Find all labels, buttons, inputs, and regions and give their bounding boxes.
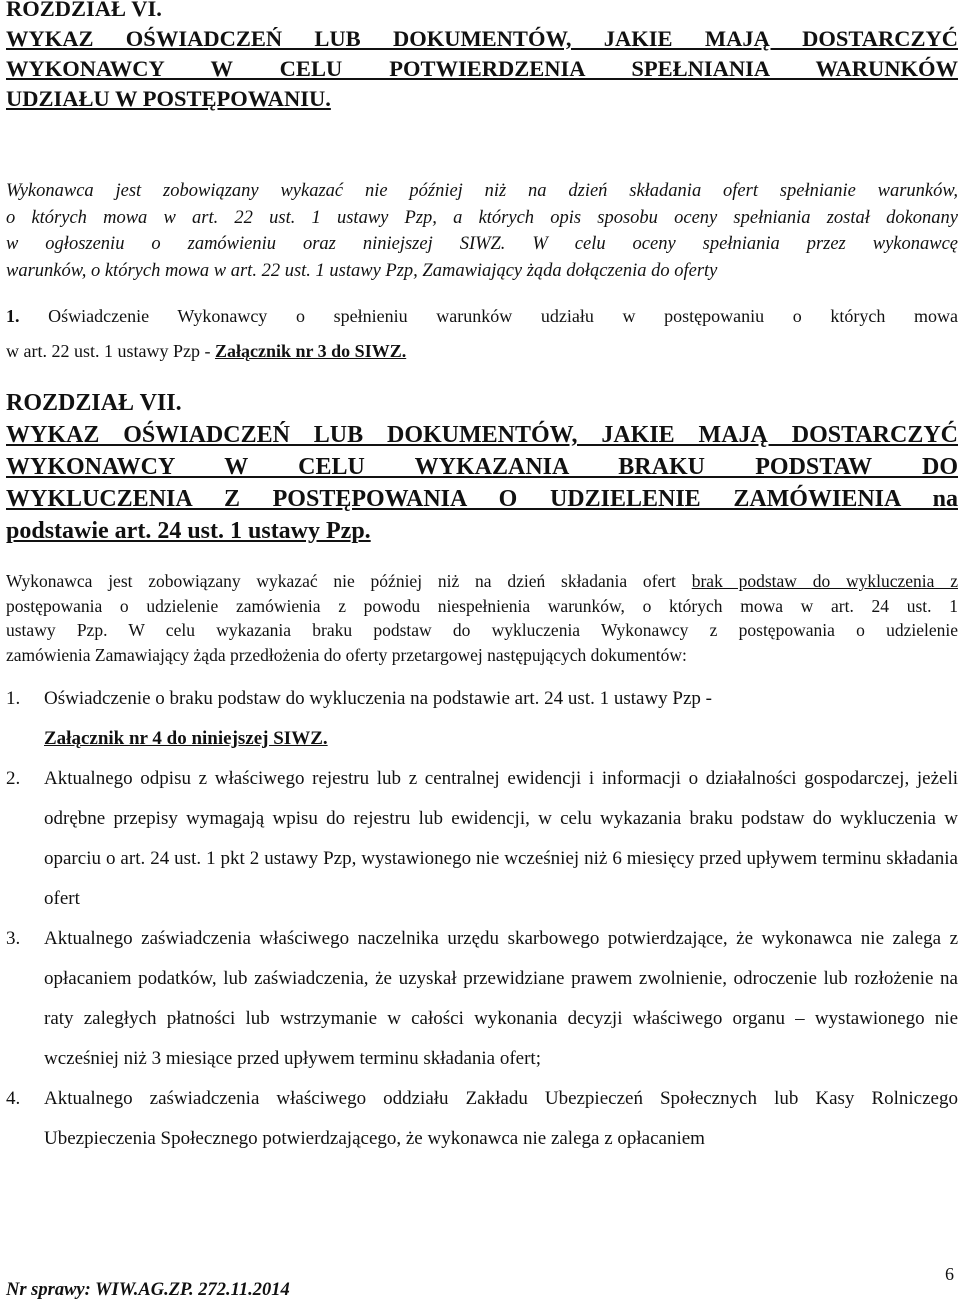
chapter-7-title: ROZDZIAŁ VII. (6, 390, 182, 416)
chapter-7 (6, 387, 958, 1159)
paragraph-line: Wykonawca jest zobowiązany wykazać nie później niż na dzień składania ofert spełnianie warunków, (6, 181, 958, 201)
item-text: Aktualnego zaświadczenia właściwego oddziału Zakładu Ubezpieczeń Społecznych lub Kasy Rolniczego Ubezpieczenia Społecznego potwierdzającego, że wykonawca nie zalega z opłacaniem (44, 1088, 958, 1149)
chapter-6 (6, 0, 958, 369)
item-text: Oświadczenie Wykonawcy o spełnieniu warunków udziału w postępowaniu o których mowa (48, 306, 959, 326)
chapter-6-title: ROZDZIAŁ VI. (6, 0, 162, 21)
list-item (6, 679, 958, 759)
item-text: Aktualnego odpisu z właściwego rejestru lub z centralnej ewidencji i informacji o działalności gospodarczej, jeżeli odrębne przepisy wymagają wpisu do rejestru lub ewidencji, w celu wykazania braku podstaw do wykluczenia w oparciu o art. 24 ust. 1 pkt 2 ustawy Pzp, wystawionego nie wcześniej niż 6 miesięcy przed upływem terminu składania ofert (44, 768, 958, 909)
item-number: 3. (6, 928, 21, 949)
chapter-7-heading-line-1: WYKAZ OŚWIADCZEŃ LUB DOKUMENTÓW, JAKIE MAJĄ DOSTARCZYĆ (6, 422, 958, 448)
item-text: Aktualnego zaświadczenia właściwego naczelnika urzędu skarbowego potwierdzające, że wykonawca nie zalega z opłacaniem podatków, lub zaświadczenia, że uzyskał przewidziane prawem zwolnienie, odroczenie lub rozłożenie na raty zaległych płatności lub wstrzymanie w całości wykonania decyzji właściwego organu – wystawionego nie wcześniej niż 3 miesiące przed upływem terminu składania ofert; (44, 928, 958, 1069)
required-documents-list (6, 679, 958, 1159)
item-line (6, 334, 958, 369)
chapter-6-paragraph (6, 178, 958, 284)
paragraph-line: ustawy Pzp. W celu wykazania braku podstaw do wykluczenia Wykonawcy z postępowania o udzielenie (6, 620, 958, 640)
item-number: 1. (6, 306, 20, 326)
paragraph-text: Wykonawca jest zobowiązany wykazać nie później niż na dzień składania ofert (6, 571, 692, 591)
paragraph-line: warunków, o których mowa w art. 22 ust. 1 ustawy Pzp, Zamawiający żąda dołączenia do oferty (6, 260, 718, 281)
item-line (6, 299, 958, 334)
case-number: Nr sprawy: WIW.AG.ZP. 272.11.2014 (6, 1280, 290, 1300)
item-text: w art. 22 ust. 1 ustawy Pzp - (6, 341, 215, 361)
paragraph-line: o których mowa w art. 22 ust. 1 ustawy Pzp, a których opis sposobu oceny spełniania został dokonany (6, 207, 958, 228)
chapter-7-paragraph (6, 569, 958, 667)
item-number: 1. (6, 688, 21, 709)
attachment-4-reference: Załącznik nr 4 do niniejszej SIWZ. (44, 728, 328, 749)
list-item (6, 759, 958, 919)
chapter-6-heading-line-3: UDZIAŁU W POSTĘPOWANIU. (6, 86, 331, 111)
chapter-6-heading-line-1: WYKAZ OŚWIADCZEŃ LUB DOKUMENTÓW, JAKIE MAJĄ DOSTARCZYĆ (6, 26, 958, 51)
paragraph-line (6, 569, 958, 594)
chapter-7-heading-line-3: WYKLUCZENIA Z POSTĘPOWANIA O UDZIELENIE ZAMÓWIENIA na (6, 486, 958, 512)
list-item (6, 1079, 958, 1159)
item-number: 2. (6, 768, 21, 789)
page-number: 6 (945, 1264, 954, 1284)
paragraph-underlined-text: brak podstaw do wykluczenia z (691, 571, 958, 591)
item-number: 4. (6, 1088, 21, 1109)
list-item (6, 919, 958, 1079)
attachment-3-reference: Załącznik nr 3 do SIWZ. (214, 341, 407, 361)
paragraph-line: zamówienia Zamawiający żąda przedłożenia do oferty przetargowej następujących dokumentów: (6, 644, 687, 665)
paragraph-line: postępowania o udzielenie zamówienia z powodu niespełnienia warunków, o których mowa w art. 24 ust. 1 (6, 595, 958, 616)
chapter-6-item-1 (6, 299, 958, 369)
item-text: Oświadczenie o braku podstaw do wykluczenia na podstawie art. 24 ust. 1 ustawy Pzp - (44, 688, 712, 709)
chapter-7-heading-line-4: podstawie art. 24 ust. 1 ustawy Pzp. (6, 518, 371, 544)
chapter-6-heading-line-2: WYKONAWCY W CELU POTWIERDZENIA SPEŁNIANIA WARUNKÓW (6, 56, 958, 81)
document-page (6, 0, 958, 1159)
paragraph-line: w ogłoszeniu o zamówieniu oraz niniejszej SIWZ. W celu oceny spełniania przez wykonawcę (6, 234, 958, 254)
chapter-7-heading-line-2: WYKONAWCY W CELU WYKAZANIA BRAKU PODSTAW DO (6, 454, 958, 480)
